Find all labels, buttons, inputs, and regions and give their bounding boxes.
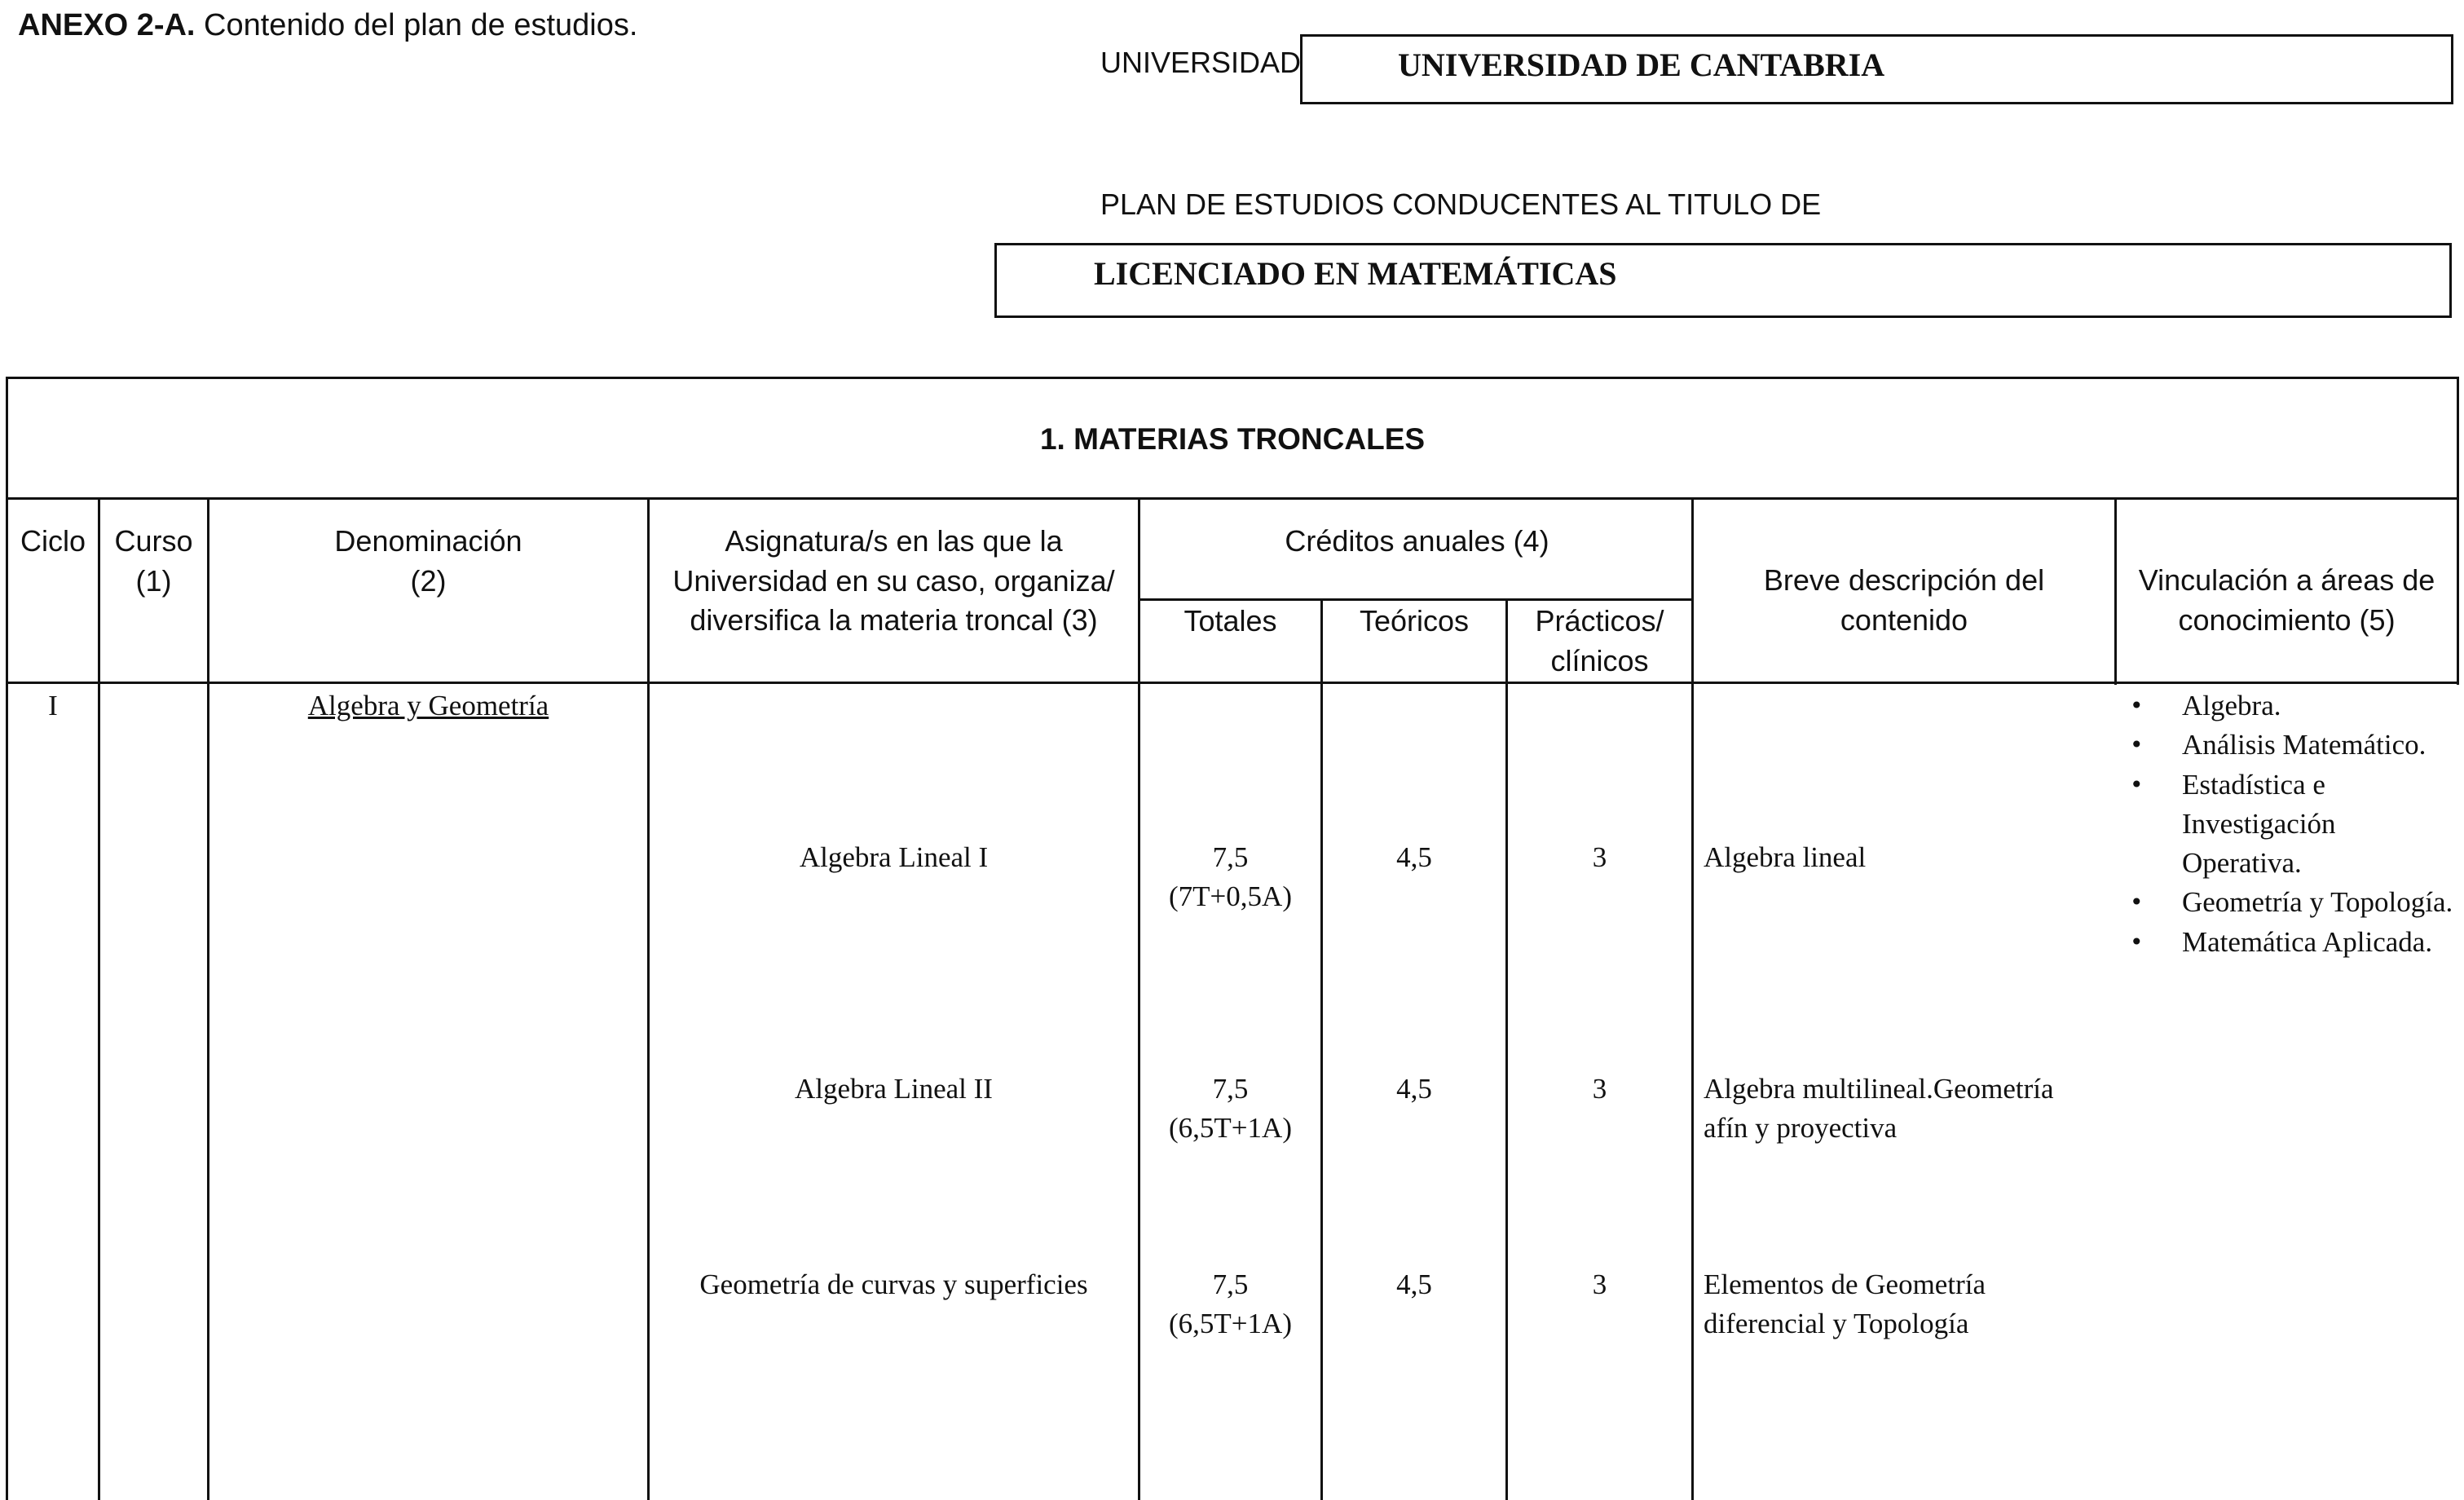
col-asignaturas-line-2: Universidad en su caso, organiza/ [672,563,1115,598]
col-line-5 [1320,598,1323,1500]
col-line-0 [6,497,8,1500]
col-ciclo-header: Ciclo [20,524,86,558]
table-row-2-descripcion-line-2: afín y proyectiva [1704,1112,1898,1145]
plan-label: PLAN DE ESTUDIOS CONDUCENTES AL TITULO DE [1100,188,1822,221]
col-practicos-header [1508,602,1691,681]
table-row-2-descripcion-line-1: Algebra multilineal.Geometría [1704,1073,2054,1105]
area-name: Estadística e Investigación Operativa. [2182,768,2336,880]
col-line-3 [647,497,650,1500]
table-row-3-totales [1140,1265,1320,1344]
col-asignaturas-line-3: diversifica la materia troncal (3) [690,603,1098,638]
col-vinculacion-line-1: Vinculación a áreas de [2138,563,2435,597]
table-row-2-asignatura: Algebra Lineal II [795,1073,993,1105]
table-row-1-practicos: 3 [1592,841,1607,873]
header-divider [6,682,2459,684]
table-row-1-totales-detail: (7T+0,5A) [1169,880,1292,913]
list-item [2125,686,2455,726]
bullet-icon: • [2130,928,2144,955]
col-asignaturas-header [650,522,1138,641]
table-row-2-descripcion [1704,1070,2111,1149]
table-row-1-descripcion [1704,838,2111,877]
col-line-1 [98,497,100,1500]
col-curso-header [100,522,207,601]
bullet-icon: • [2130,731,2144,759]
table-row-1-totales-value: 7,5 [1212,841,1249,873]
area-name: Matemática Aplicada. [2182,925,2433,958]
col-creditos-header: Créditos anuales (4) [1285,524,1549,558]
table-row-3-descripcion-line-2: diferencial y Topología [1704,1308,1969,1340]
table-row-3-totales-detail: (6,5T+1A) [1169,1308,1292,1340]
table-row-3-practicos: 3 [1592,1268,1607,1300]
table-row-1-totales [1140,838,1320,917]
title-divider [6,497,2459,500]
section-title: 1. MATERIAS TRONCALES [1039,422,1426,456]
col-totales-header: Totales [1184,604,1277,638]
col-denominacion-header [209,522,647,601]
credits-subdivider [1138,598,1694,601]
areas-list [2125,686,2455,962]
table-border-top [6,377,2459,379]
table-row-2-totales-detail: (6,5T+1A) [1169,1112,1292,1145]
col-practicos-line-1: Prácticos/ [1535,604,1664,638]
table-row-2-totales [1140,1070,1320,1149]
col-line-6 [1505,598,1508,1500]
degree-title: LICENCIADO EN MATEMÁTICAS [1094,255,1617,292]
bullet-icon: • [2130,889,2144,916]
table-row-1-descripcion-line-1: Algebra lineal [1704,841,1867,873]
table-row-3-descripcion-line-1: Elementos de Geometría [1704,1268,1986,1300]
table-row-2-teoricos: 4,5 [1396,1073,1432,1105]
col-breve-line-1: Breve descripción del [1763,563,2045,597]
area-name: Análisis Matemático. [2182,729,2427,761]
col-denominacion-label: Denominación [334,524,522,558]
denominacion-value: Algebra y Geometría [307,690,549,721]
col-curso-label: Curso [114,524,193,558]
table-row-2-practicos: 3 [1592,1073,1607,1105]
col-teoricos-header: Teóricos [1359,604,1470,638]
col-denominacion-note: (2) [410,563,447,598]
col-breve-header [1694,561,2114,640]
table-row-1-teoricos: 4,5 [1396,841,1432,873]
col-asignaturas-line-1: Asignatura/s en las que la [725,524,1063,558]
col-vinculacion-line-2: conocimiento (5) [2178,602,2396,637]
table-row-1-asignatura: Algebra Lineal I [799,841,989,873]
table-row-3-descripcion [1704,1265,2111,1344]
areas-list-container [2125,686,2455,962]
table-row-3-totales-value: 7,5 [1212,1268,1249,1300]
university-label: UNIVERSIDAD [1100,46,1302,79]
list-item [2125,726,2455,765]
list-item [2125,923,2455,962]
annex-label: ANEXO 2-A. [18,8,196,42]
university-name: UNIVERSIDAD DE CANTABRIA [1398,46,1885,83]
table-row-2-totales-value: 7,5 [1212,1073,1249,1105]
bullet-icon: • [2130,692,2144,719]
table-row-3-teoricos: 4,5 [1396,1268,1432,1300]
col-line-2 [207,497,209,1500]
col-line-7 [1691,497,1694,1500]
col-vinculacion-header [2117,561,2457,640]
table-row-3-asignatura: Geometría de curvas y superficies [699,1268,1088,1300]
col-line-4 [1138,497,1140,1500]
area-name: Algebra. [2182,690,2281,721]
annex-description: Contenido del plan de estudios. [195,8,638,42]
subjects-table [6,377,2459,1500]
col-breve-line-2: contenido [1840,602,1968,637]
annex-heading [18,8,637,43]
list-item [2125,883,2455,922]
col-practicos-line-2: clínicos [1550,643,1649,677]
list-item [2125,765,2455,884]
col-line-9 [2457,497,2459,685]
bullet-icon: • [2130,770,2144,798]
area-name: Geometría y Topología. [2182,886,2453,919]
col-curso-note: (1) [135,563,172,598]
ciclo-value: I [48,690,58,721]
